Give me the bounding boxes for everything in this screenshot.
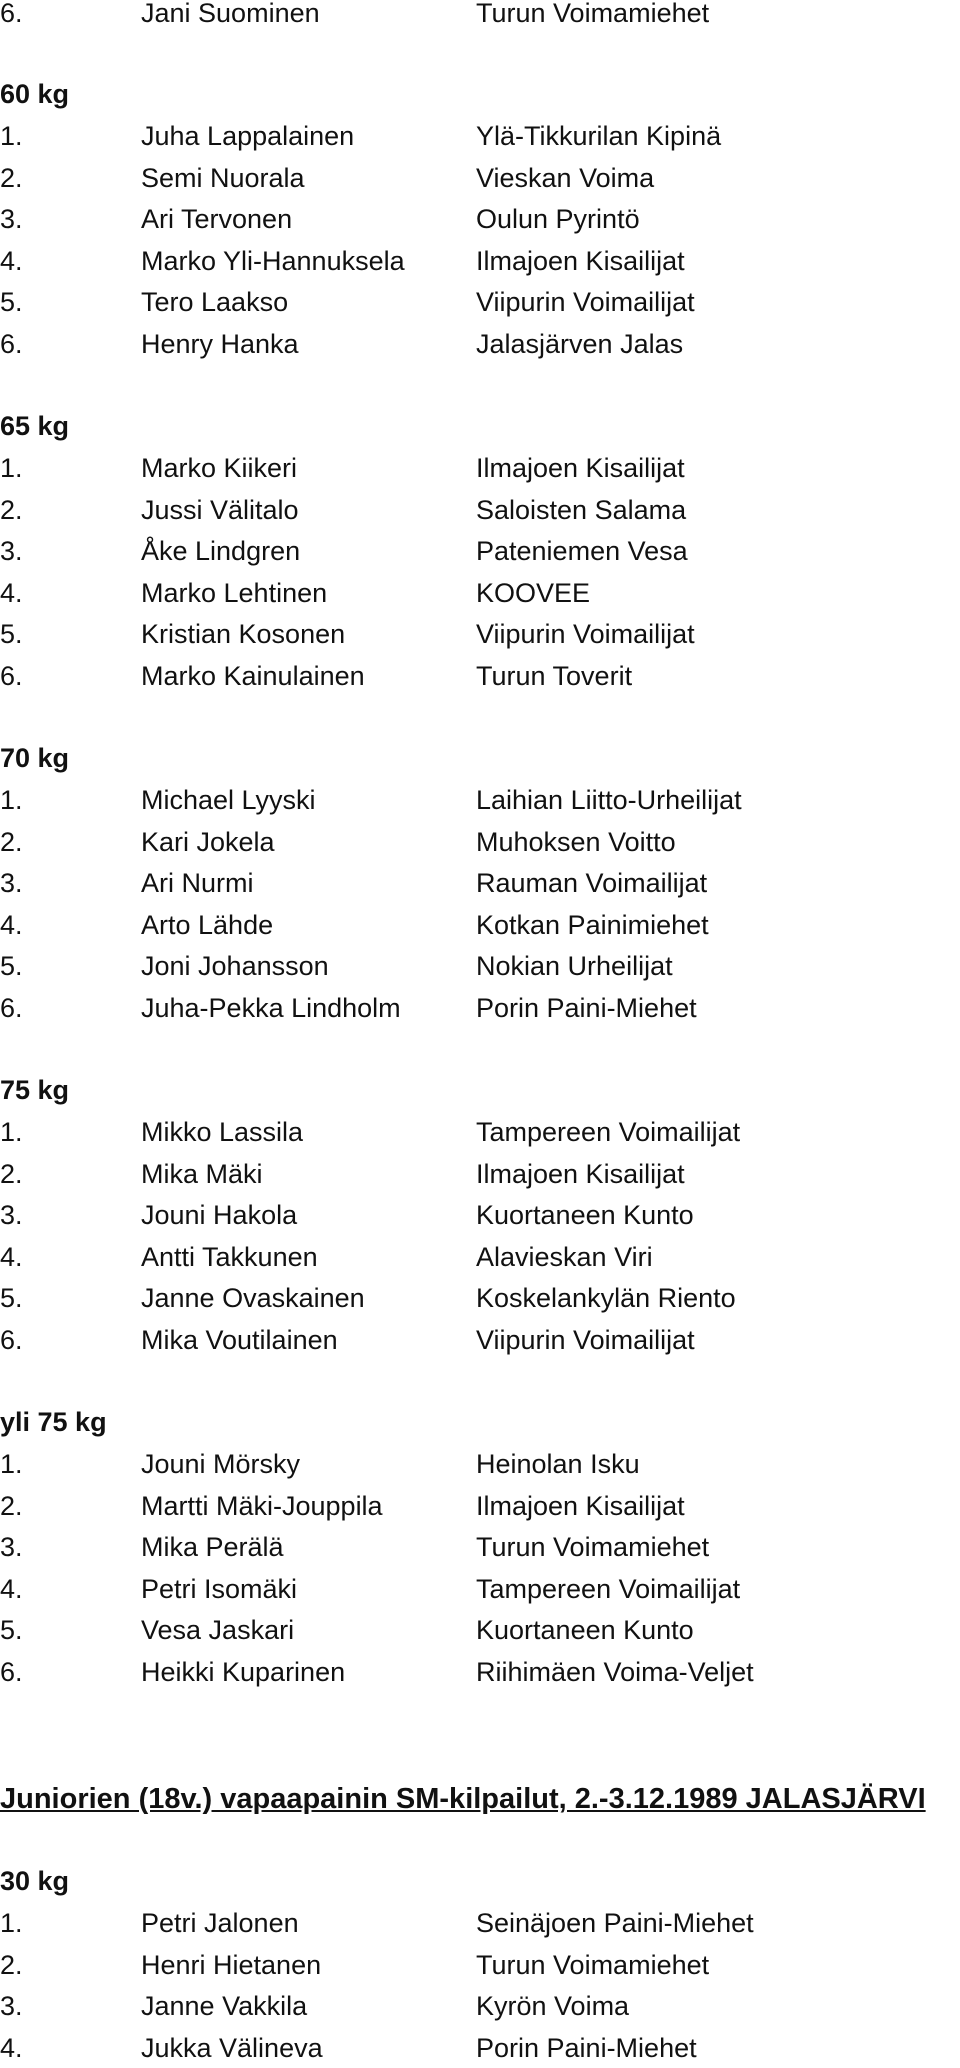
club-name: Kyrön Voima [476,1991,630,2021]
club-name: Rauman Voimailijat [476,868,708,898]
rank-number: 3. [0,536,23,566]
athlete-name: Arto Lähde [141,909,274,940]
club-name: Saloisten Salama [476,494,687,525]
rank-number: 1. [0,1908,23,1938]
club-name: Porin Paini-Miehet [476,992,697,1023]
rank-number: 6. [0,660,23,691]
club-name: Heinolan Isku [476,1449,640,1479]
club-name: Porin Paini-Miehet [476,2032,697,2063]
weight-class-heading: 65 kg [0,411,70,441]
athlete-name: Michael Lyyski [141,785,316,815]
rank-number: 1. [0,121,23,151]
athlete-name: Jukka Välineva [141,2032,323,2063]
athlete-name: Tero Laakso [141,287,289,317]
weight-class-heading: 60 kg [0,79,70,109]
rank-number: 6. [0,1324,23,1355]
club-name: Ylä-Tikkurilan Kipinä [476,121,722,151]
weight-class-heading: 70 kg [0,743,70,773]
rank-number: 2. [0,1949,23,1980]
club-name: Muhoksen Voitto [476,826,676,857]
rank-number: 4. [0,1573,23,1604]
club-name: Turun Voimamiehet [476,1532,710,1562]
rank-number: 1. [0,1449,23,1479]
rank-number: 6. [0,328,23,359]
rank-number: 2. [0,162,23,193]
weight-class-heading: 75 kg [0,1075,70,1105]
weight-class-heading: yli 75 kg [0,1407,107,1437]
athlete-name: Kristian Kosonen [141,619,346,649]
club-name: KOOVEE [476,577,591,608]
athlete-name: Marko Kiikeri [141,453,298,483]
weight-class-heading: 30 kg [0,1866,70,1896]
club-name: Turun Toverit [476,660,633,691]
club-name: Riihimäen Voima-Veljet [476,1656,754,1687]
rank-number: 3. [0,1532,23,1562]
athlete-name: Joni Johansson [141,951,329,981]
athlete-name: Antti Takkunen [141,1241,318,1272]
rank-number: 6. [0,1656,23,1687]
section-title: Juniorien (18v.) vapaapainin SM-kilpailut, 2.-3.12.1989 JALASJÄRVI [0,1783,926,1815]
club-name: Vieskan Voima [476,162,655,193]
athlete-name: Vesa Jaskari [141,1615,295,1645]
rank-number: 6. [0,0,23,28]
rank-number: 1. [0,453,23,483]
club-name: Viipurin Voimailijat [476,619,695,649]
rank-number: 5. [0,1283,23,1313]
rank-number: 4. [0,2032,23,2063]
rank-number: 4. [0,577,23,608]
athlete-name: Ari Nurmi [141,868,254,898]
athlete-name: Åke Lindgren [141,536,301,566]
rank-number: 2. [0,826,23,857]
club-name: Laihian Liitto-Urheilijat [476,785,742,815]
club-name: Seinäjoen Paini-Miehet [476,1908,754,1938]
rank-number: 3. [0,204,23,234]
athlete-name: Mikko Lassila [141,1117,304,1147]
club-name: Tampereen Voimailijat [476,1117,741,1147]
rank-number: 5. [0,619,23,649]
athlete-name: Juha Lappalainen [141,121,355,151]
athlete-name: Heikki Kuparinen [141,1656,346,1687]
club-name: Tampereen Voimailijat [476,1573,741,1604]
club-name: Turun Voimamiehet [476,0,710,28]
club-name: Alavieskan Viri [476,1241,653,1272]
athlete-name: Marko Yli-Hannuksela [141,245,405,276]
athlete-name: Ari Tervonen [141,204,293,234]
club-name: Ilmajoen Kisailijat [476,245,685,276]
club-name: Pateniemen Vesa [476,536,688,566]
athlete-name: Mika Perälä [141,1532,284,1562]
rank-number: 2. [0,494,23,525]
athlete-name: Petri Isomäki [141,1573,298,1604]
club-name: Ilmajoen Kisailijat [476,1490,685,1521]
club-name: Viipurin Voimailijat [476,287,695,317]
athlete-name: Jussi Välitalo [141,494,299,525]
athlete-name: Semi Nuorala [141,162,305,193]
athlete-name: Jouni Hakola [141,1200,298,1230]
athlete-name: Jani Suominen [141,0,320,28]
club-name: Oulun Pyrintö [476,204,640,234]
athlete-name: Janne Vakkila [141,1991,308,2021]
rank-number: 5. [0,287,23,317]
athlete-name: Marko Lehtinen [141,577,328,608]
club-name: Viipurin Voimailijat [476,1324,695,1355]
club-name: Kuortaneen Kunto [476,1615,694,1645]
athlete-name: Mika Mäki [141,1158,263,1189]
rank-number: 4. [0,909,23,940]
rank-number: 3. [0,868,23,898]
rank-number: 1. [0,1117,23,1147]
athlete-name: Martti Mäki-Jouppila [141,1490,383,1521]
athlete-name: Juha-Pekka Lindholm [141,992,401,1023]
athlete-name: Janne Ovaskainen [141,1283,365,1313]
rank-number: 1. [0,785,23,815]
club-name: Kotkan Painimiehet [476,909,709,940]
rank-number: 5. [0,951,23,981]
club-name: Koskelankylän Riento [476,1283,736,1313]
rank-number: 4. [0,245,23,276]
rank-number: 3. [0,1991,23,2021]
rank-number: 6. [0,992,23,1023]
club-name: Ilmajoen Kisailijat [476,1158,685,1189]
athlete-name: Kari Jokela [141,826,275,857]
club-name: Turun Voimamiehet [476,1949,710,1980]
rank-number: 5. [0,1615,23,1645]
rank-number: 2. [0,1490,23,1521]
athlete-name: Henry Hanka [141,328,299,359]
rank-number: 3. [0,1200,23,1230]
athlete-name: Jouni Mörsky [141,1449,301,1479]
athlete-name: Mika Voutilainen [141,1324,338,1355]
athlete-name: Petri Jalonen [141,1908,299,1938]
rank-number: 4. [0,1241,23,1272]
club-name: Ilmajoen Kisailijat [476,453,685,483]
club-name: Kuortaneen Kunto [476,1200,694,1230]
club-name: Jalasjärven Jalas [476,328,684,359]
rank-number: 2. [0,1158,23,1189]
athlete-name: Henri Hietanen [141,1949,322,1980]
athlete-name: Marko Kainulainen [141,660,365,691]
club-name: Nokian Urheilijat [476,951,673,981]
